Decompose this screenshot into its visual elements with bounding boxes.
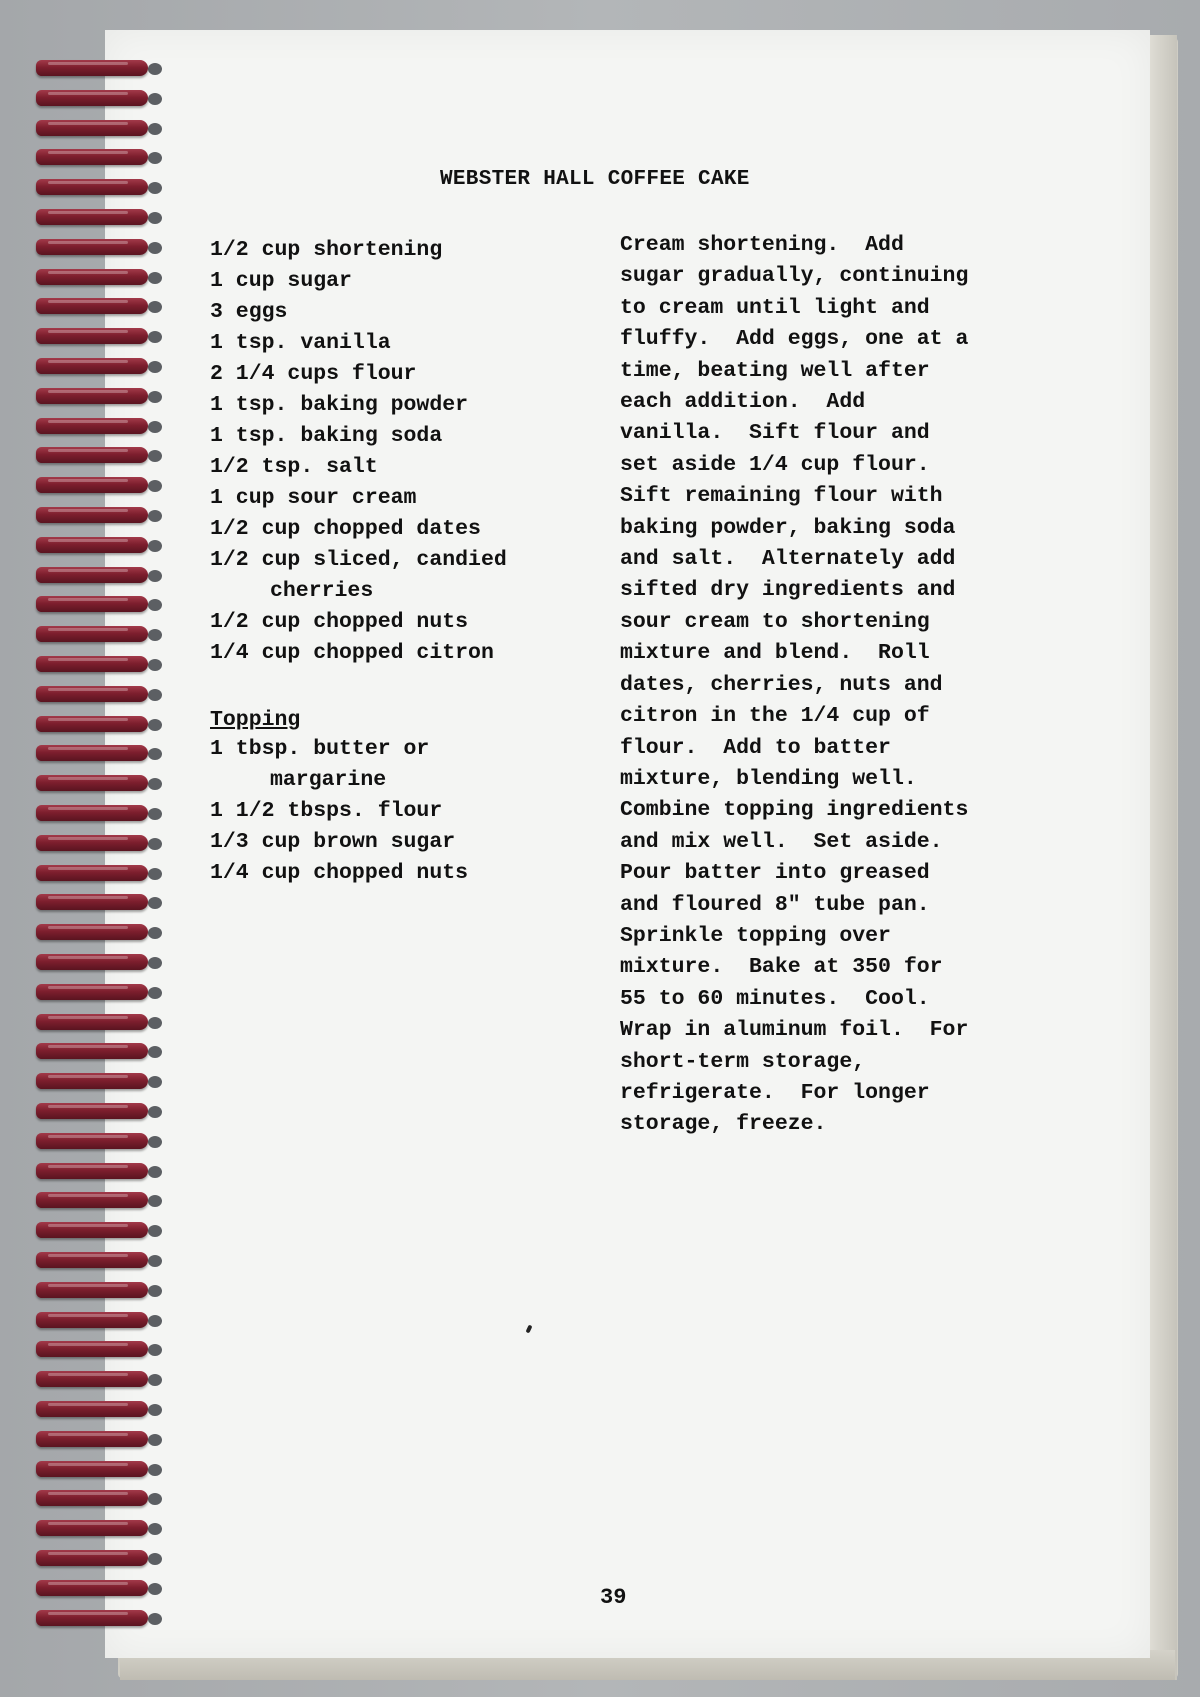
spiral-coil — [30, 149, 155, 169]
direction-line: vanilla. Sift flour and — [620, 421, 930, 446]
topping-item: 1 1/2 tbsps. flour — [210, 799, 443, 823]
topping-item: 1/3 cup brown sugar — [210, 830, 456, 854]
direction-line: fluffy. Add eggs, one at a — [620, 327, 969, 352]
spiral-coil — [30, 716, 155, 736]
ingredient-item: 1/2 tsp. salt — [210, 455, 378, 479]
spiral-coil — [30, 1610, 155, 1630]
ingredient-item: 1 tsp. vanilla — [210, 331, 391, 355]
spiral-binding — [30, 60, 160, 1660]
spiral-coil — [30, 537, 155, 557]
spiral-coil — [30, 805, 155, 825]
direction-line: 55 to 60 minutes. Cool. — [620, 986, 930, 1011]
direction-line: each addition. Add — [620, 390, 866, 415]
spiral-coil — [30, 269, 155, 289]
spiral-coil — [30, 1580, 155, 1600]
direction-line: and mix well. Set aside. — [620, 829, 943, 854]
spiral-coil — [30, 90, 155, 110]
direction-line: flour. Add to batter — [620, 735, 891, 760]
spiral-coil — [30, 388, 155, 408]
recipe-title: WEBSTER HALL COFFEE CAKE — [440, 168, 750, 191]
spiral-coil — [30, 1431, 155, 1451]
spiral-coil — [30, 686, 155, 706]
spiral-coil — [30, 1073, 155, 1093]
spiral-coil — [30, 477, 155, 497]
ingredient-item: 1 tsp. baking powder — [210, 393, 469, 417]
page-number: 39 — [600, 1585, 627, 1610]
spiral-coil — [30, 954, 155, 974]
ingredient-item: 1 cup sour cream — [210, 486, 417, 510]
spiral-coil — [30, 1312, 155, 1332]
direction-line: mixture and blend. Roll — [620, 641, 930, 666]
spiral-coil — [30, 745, 155, 765]
spiral-coil — [30, 179, 155, 199]
spiral-coil — [30, 298, 155, 318]
topping-item: margarine — [270, 768, 387, 792]
ingredient-item: 1/2 cup shortening — [210, 238, 443, 262]
spiral-coil — [30, 1401, 155, 1421]
ingredient-item: 1 tsp. baking soda — [210, 424, 443, 448]
spiral-coil — [30, 1520, 155, 1540]
spiral-coil — [30, 924, 155, 944]
spiral-coil — [30, 984, 155, 1004]
direction-line: and floured 8" tube pan. — [620, 892, 930, 917]
topping-list — [210, 734, 468, 889]
spiral-coil — [30, 775, 155, 795]
spiral-coil — [30, 1341, 155, 1361]
direction-line: Wrap in aluminum foil. For — [620, 1018, 969, 1043]
topping-item: 1/4 cup chopped nuts — [210, 861, 469, 885]
direction-line: Sprinkle topping over — [620, 923, 891, 948]
direction-line: dates, cherries, nuts and — [620, 672, 943, 697]
spiral-coil — [30, 1014, 155, 1034]
spiral-coil — [30, 209, 155, 229]
spiral-coil — [30, 60, 155, 80]
direction-line: sour cream to shortening — [620, 609, 930, 634]
ingredient-item: cherries — [270, 579, 374, 603]
spiral-coil — [30, 447, 155, 467]
spiral-coil — [30, 358, 155, 378]
spiral-coil — [30, 1371, 155, 1391]
spiral-coil — [30, 1103, 155, 1123]
direction-line: to cream until light and — [620, 295, 930, 320]
spiral-coil — [30, 239, 155, 259]
spiral-coil — [30, 894, 155, 914]
direction-line: sifted dry ingredients and — [620, 578, 956, 603]
spiral-coil — [30, 1043, 155, 1063]
direction-line: Pour batter into greased — [620, 861, 930, 886]
spiral-coil — [30, 328, 155, 348]
spiral-coil — [30, 1222, 155, 1242]
spiral-coil — [30, 596, 155, 616]
ingredient-item: 1/2 cup chopped nuts — [210, 610, 469, 634]
ingredient-item: 1/2 cup chopped dates — [210, 517, 481, 541]
direction-line: storage, freeze. — [620, 1112, 827, 1137]
ingredient-item: 1 cup sugar — [210, 269, 352, 293]
recipe-directions — [620, 230, 968, 1141]
spiral-coil — [30, 1163, 155, 1183]
direction-line: citron in the 1/4 cup of — [620, 704, 930, 729]
spiral-coil — [30, 1490, 155, 1510]
spiral-coil — [30, 1282, 155, 1302]
direction-line: Cream shortening. Add — [620, 233, 904, 257]
direction-line: baking powder, baking soda — [620, 515, 956, 540]
topping-heading: Topping — [210, 708, 301, 732]
direction-line: Sift remaining flour with — [620, 484, 943, 509]
direction-line: mixture. Bake at 350 for — [620, 955, 943, 980]
spiral-coil — [30, 656, 155, 676]
direction-line: short-term storage, — [620, 1049, 866, 1074]
topping-item: 1 tbsp. butter or — [210, 737, 430, 761]
spiral-coil — [30, 1133, 155, 1153]
spiral-coil — [30, 835, 155, 855]
direction-line: refrigerate. For longer — [620, 1080, 930, 1105]
direction-line: sugar gradually, continuing — [620, 264, 969, 289]
spiral-coil — [30, 1192, 155, 1212]
spiral-coil — [30, 120, 155, 140]
direction-line: and salt. Alternately add — [620, 547, 956, 572]
ingredient-list — [210, 235, 507, 669]
spiral-coil — [30, 1461, 155, 1481]
direction-line: mixture, blending well. — [620, 766, 917, 791]
direction-line: Combine topping ingredients — [620, 798, 969, 823]
ingredient-item: 2 1/4 cups flour — [210, 362, 417, 386]
direction-line: set aside 1/4 cup flour. — [620, 452, 930, 477]
spiral-coil — [30, 567, 155, 587]
direction-line: time, beating well after — [620, 358, 930, 383]
spiral-coil — [30, 418, 155, 438]
spiral-coil — [30, 626, 155, 646]
ingredient-item: 3 eggs — [210, 300, 288, 324]
ingredient-item: 1/4 cup chopped citron — [210, 641, 494, 665]
spiral-coil — [30, 865, 155, 885]
spiral-coil — [30, 507, 155, 527]
ingredient-item: 1/2 cup sliced, candied — [210, 548, 507, 572]
spiral-coil — [30, 1252, 155, 1272]
spiral-coil — [30, 1550, 155, 1570]
